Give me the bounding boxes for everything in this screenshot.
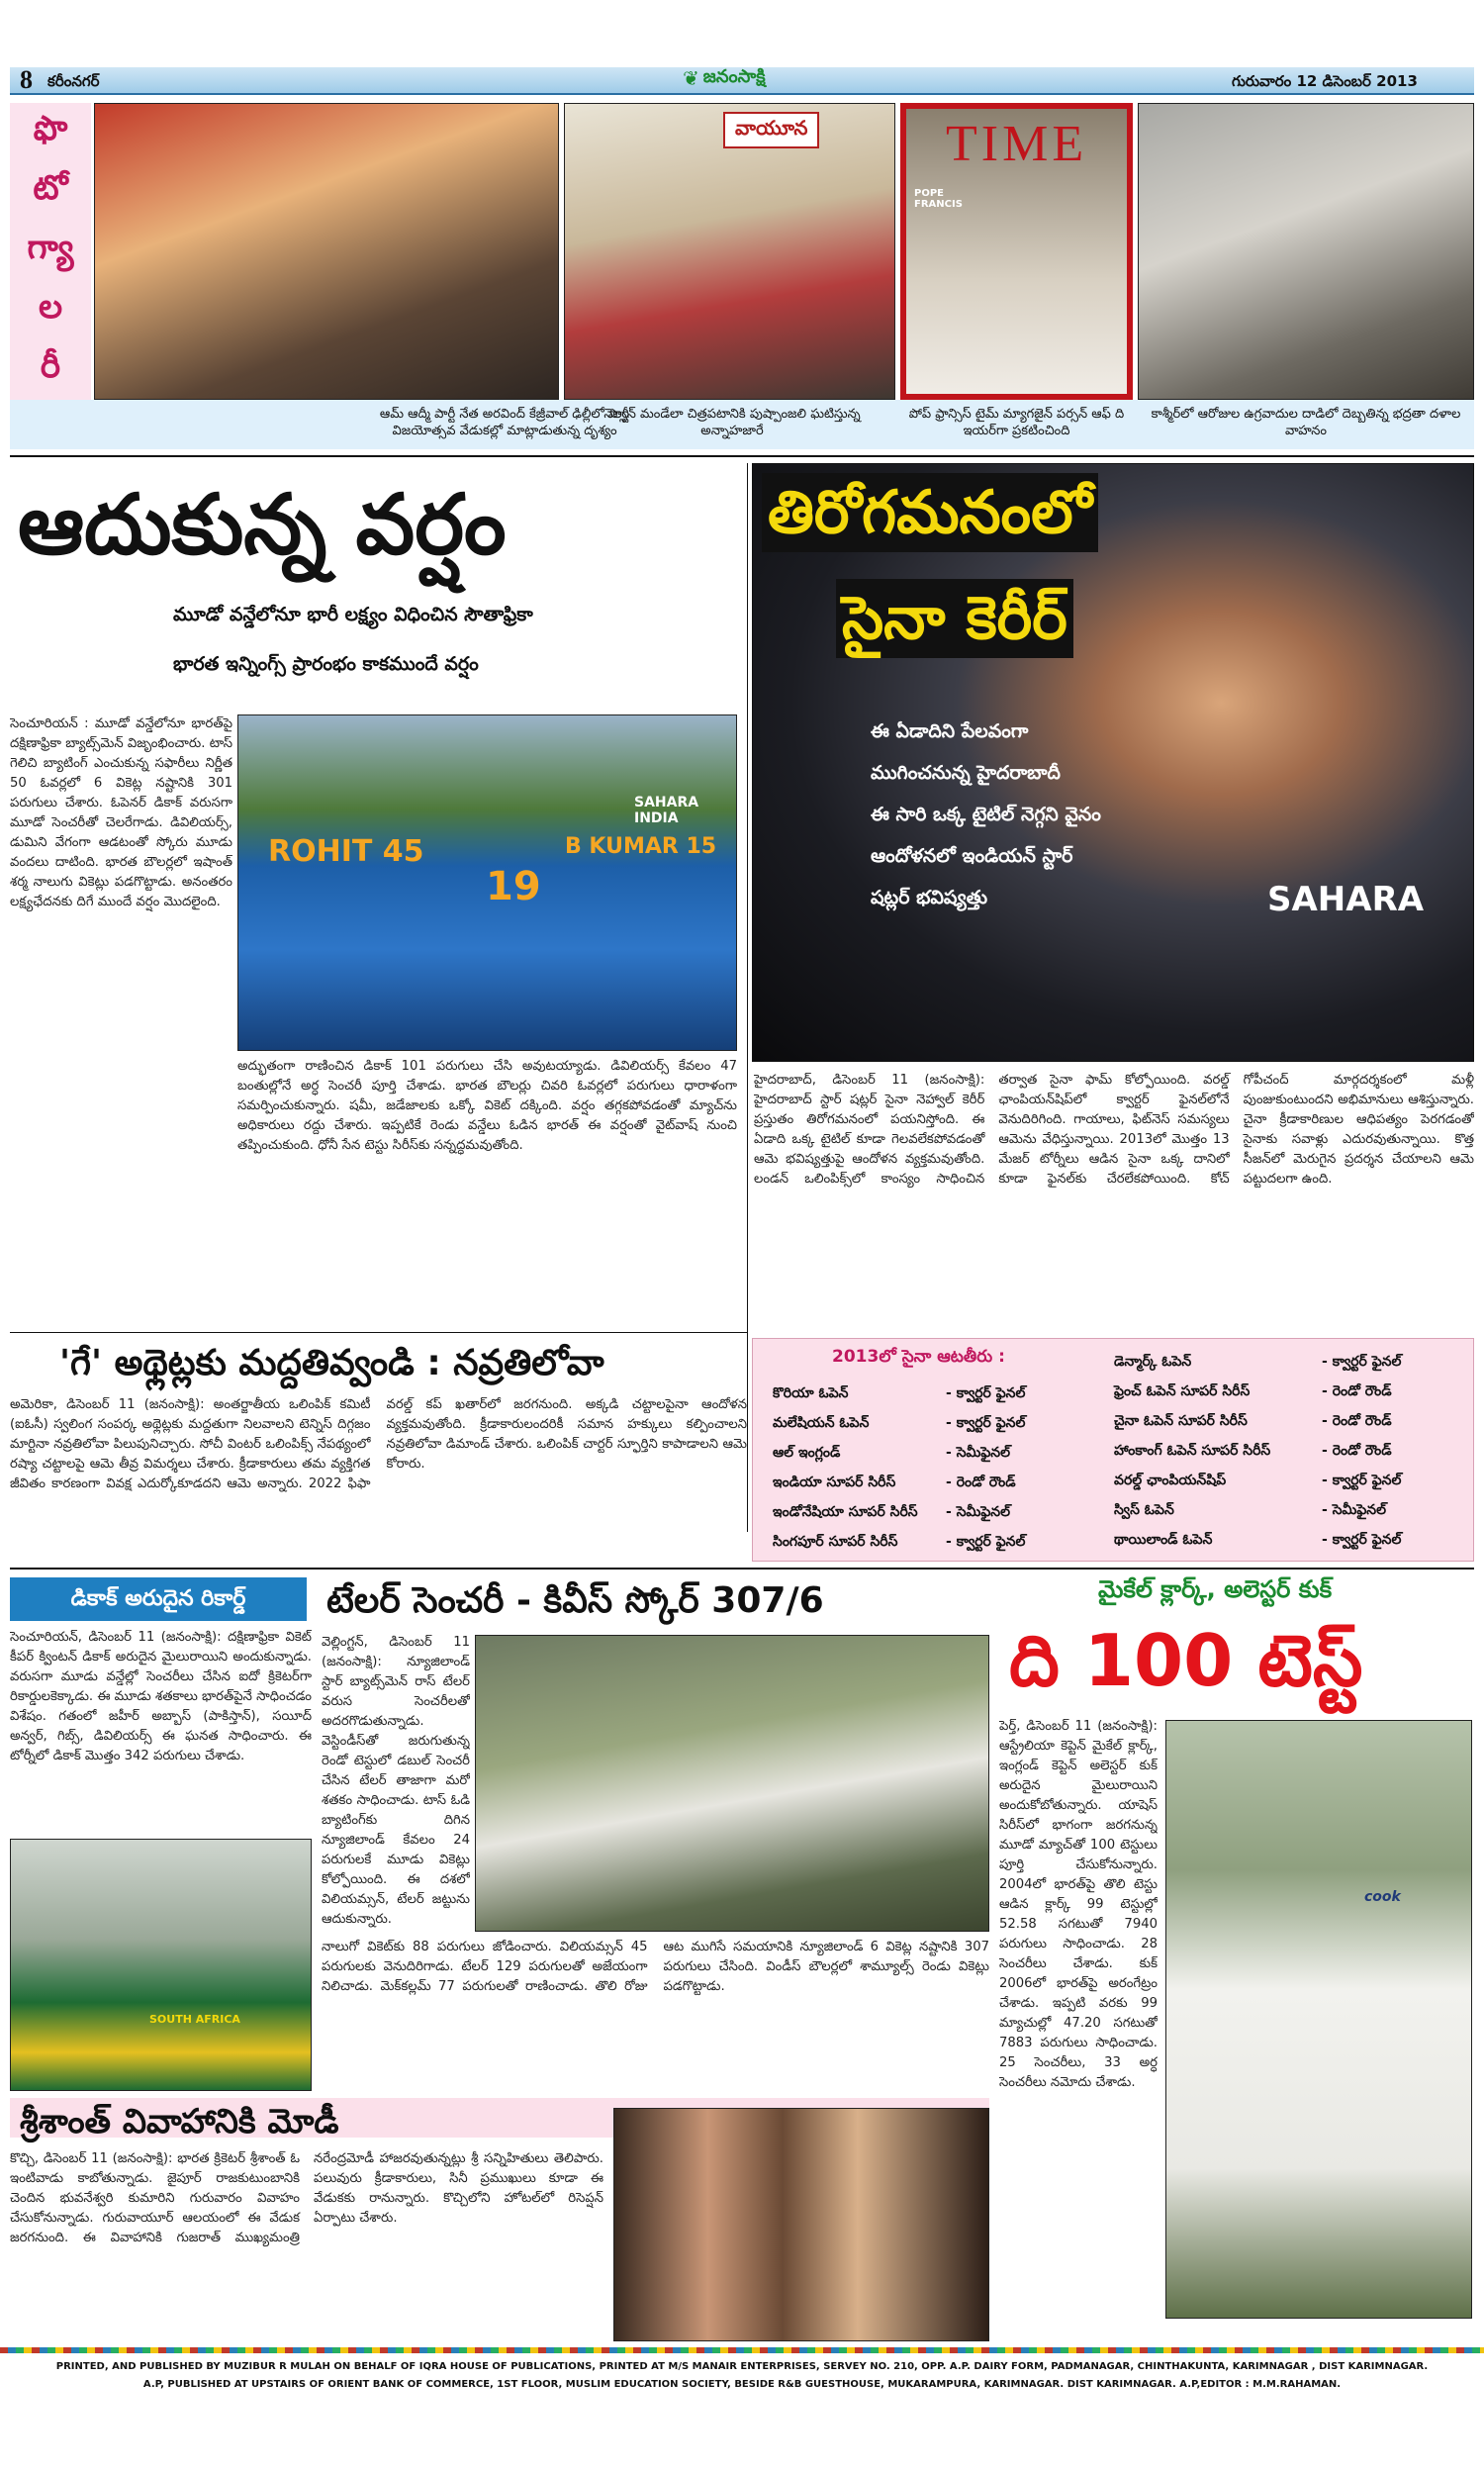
pope-time-cover: TIME POPE FRANCIS — [900, 103, 1133, 400]
hundred-body: పెర్త్, డిసెంబర్ 11 (జనంసాక్షి): ఆస్ట్రేలియా కెప్టెన్ మైకేల్ క్లార్క్, ఇంగ్లండ్ కెప్టెన్ అలెస్టర్ కుక్ అరుదైన మైలురాయిని అందుకోబోతున్నారు. యాషెస్ సిరీస్‌లో భాగంగా జరగనున్న మూడో మ్యాచ్‌తో 100 టెస్టులు పూర్తి చేసుకోనున్నారు. 2004లో భారత్‌పై తొలి టెస్టు ఆడిన క్లార్క్ 99 టెస్టుల్లో 52.58 సగటుతో 7940 పరుగులు సాధించాడు. 28 సెంచరీలు చేశాడు. కుక్ 2006లో భారత్‌పై అరంగేట్రం చేశాడు. ఇప్పటి వరకు 99 మ్యాచుల్లో 47.20 సగటుతో 7883 పరుగులు సాధించాడు. 25 సెంచరీలు, 33 అర్ధ సెంచరీలు నమోదు చేశాడు. — [999, 1719, 1158, 2090]
list-item: ఆల్ ఇంగ్లండ్ - సెమీఫైనల్ — [773, 1445, 1011, 1461]
rain-headline: ఆదుకున్న వర్షం — [18, 476, 507, 573]
results-title: 2013లో సైనా ఆటతీరు : — [832, 1347, 1005, 1367]
kejriwal-photo — [94, 103, 559, 400]
divider — [10, 1332, 747, 1333]
dekock-body: సెంచూరియన్, డిసెంబర్ 11 (జనంసాక్షి): దక్షిణాఫ్రికా వికెట్ కీపర్ క్వింటన్ డికాక్ అరుదైన మైలురాయిని అందుకున్నాడు. వరుసగా మూడు వన్డేల్లో సెంచరీలు చేసిన ఐదో క్రికెటర్‌గా రికార్డులకెక్కాడు. ఈ మూడు శతకాలు భారత్‌పైనే సాధించడం విశేషం. గతంలో జహీర్ అబ్బాస్ (పాకిస్తాన్), సయీద్ అన్వర్, గిబ్స్, డివిలియర్స్ ఈ ఘనత సాధించారు. ఈ టోర్నీలో డికాక్ మొత్తం 342 పరుగులు చేశాడు. — [10, 1630, 312, 1763]
list-item: మలేషియన్ ఓపెన్ - క్వార్టర్ ఫైనల్ — [773, 1415, 1026, 1431]
page-number: 8 — [20, 65, 33, 94]
list-item: చైనా ఓపెన్ సూపర్ సిరీస్ - రెండో రౌండ్ — [1114, 1413, 1392, 1429]
divider — [10, 1568, 1474, 1570]
sreesanth-photo — [613, 2108, 989, 2341]
dekock-headline: డికాక్ అరుదైన రికార్డ్ — [10, 1577, 307, 1621]
saina-body: హైదరాబాద్, డిసెంబర్ 11 (జనంసాక్షి): హైదరాబాద్ స్టార్ షట్లర్ సైనా నెహ్వాల్ కెరీర్ ప్రస్తుతం తిరోగమనంలో పయనిస్తోంది. ఈ ఏడాది ఒక్క టైటిల్ కూడా గెలవలేకపోవడంతో ఆమె భవిష్యత్తుపై ఆందోళన వ్యక్తమవుతోంది. లండన్ ఒలింపిక్స్‌లో కాంస్యం సాధించిన తర్వాత సైనా ఫామ్ కోల్పోయింది. వరల్డ్ ఛాంపియన్‌షిప్‌లో క్వార్టర్ ఫైనల్‌లోనే వెనుదిరిగింది. గాయాలు, ఫిట్‌నెస్ సమస్యలు ఆమెను వేధిస్తున్నాయి. 2013లో మొత్తం 13 మేజర్ టోర్నీలు ఆడిన సైనా ఒక్క దానిలో కూడా ఫైనల్‌కు చేరలేకపోయింది. కోచ్ గోపీచంద్ మార్గదర్శకంలో మళ్లీ పుంజుకుంటుందని అభిమానులు ఆశిస్తున్నారు. చైనా క్రీడాకారిణుల ఆధిపత్యం పెరగడంతో సైనాకు సవాళ్లు ఎదురవుతున్నాయి. కొత్త సీజన్‌లో మెరుగైన ప్రదర్శన చేయాలని ఆమె పట్టుదలగా ఉంది. — [754, 1073, 1474, 1187]
list-item: ఫ్రెంచ్ ఓపెన్ సూపర్ సిరీస్ - రెండో రౌండ్ — [1114, 1383, 1392, 1399]
list-item: ఇండియా సూపర్ సిరీస్ - రెండో రౌండ్ — [773, 1475, 1016, 1490]
logo: ❦ జనంసాక్షి — [683, 65, 766, 90]
india-team-photo: ROHIT 45 19 B KUMAR 15 SAHARA INDIA — [237, 714, 737, 1051]
taylor-body-col2: నాలుగో వికెట్‌కు 88 పరుగులు జోడించారు. విలియమ్సన్ 45 పరుగులకు వెనుదిరిగాడు. టేలర్ 129 పరుగులతో అజేయంగా నిలిచాడు. మెక్‌కల్లమ్ 77 పరుగులతో రాణించాడు. తొలి రోజు ఆట ముగిసే సమయానికి న్యూజిలాండ్ 6 వికెట్ల నష్టానికి 307 పరుగులు చేసింది. విండీస్ బౌలర్లలో శామ్యూల్స్ రెండు వికెట్లు పడగొట్టాడు. — [322, 1940, 989, 1994]
taylor-photo — [475, 1635, 989, 1932]
hundred-kicker: మైకేల్ క్లార్క్, అలెస్టర్ కుక్ — [1098, 1575, 1333, 1603]
taylor-body-col1: వెల్లింగ్టన్, డిసెంబర్ 11 (జనంసాక్షి): న్యూజిలాండ్ స్టార్ బ్యాట్స్‌మెన్ రాస్ టేలర్ వరుస సెంచరీలతో అదరగొడుతున్నాడు. వెస్టిండీస్‌తో జరుగుతున్న రెండో టెస్టులో డబుల్ సెంచరీ చేసిన టేలర్ తాజాగా మరో శతకం సాధించాడు. టాస్ ఓడి బ్యాటింగ్‌కు దిగిన న్యూజిలాండ్ కేవలం 24 పరుగులకే మూడు వికెట్లు కోల్పోయింది. ఈ దశలో విలియమ్సన్, టేలర్ జట్టును ఆదుకున్నారు. — [322, 1635, 470, 1927]
rain-subheadline-1: మూడో వన్డేలోనూ భారీ లక్ష్యం విధించిన సౌతాఫ్రికా — [173, 604, 533, 625]
hazare-photo — [564, 103, 895, 400]
results-left — [773, 1379, 1099, 1557]
caption-pope: పోప్ ఫ్రాన్సిస్ టైమ్ మ్యాగజైన్ పర్సన్ ఆఫ్ ది ఇయర్‌గా ప్రకటించింది — [908, 407, 1125, 438]
list-item: ఇండోనేషియా సూపర్ సిరీస్ - సెమీఫైనల్ — [773, 1504, 1011, 1520]
list-item: సింగపూర్ సూపర్ సిరీస్ - క్వార్టర్ ఫైనల్ — [773, 1534, 1026, 1550]
dekock-photo: SOUTH AFRICA — [10, 1839, 312, 2091]
list-item: కొరియా ఓపెన్ - క్వార్టర్ ఫైనల్ — [773, 1385, 1026, 1401]
saina-results-box — [752, 1338, 1474, 1562]
section-name: కరీంనగర్ — [47, 72, 100, 90]
saina-photo: SAHARA — [752, 463, 1474, 1062]
divider — [747, 463, 748, 1532]
results-right — [1114, 1347, 1470, 1555]
athletes-headline: 'గే' అథ్లెట్లకు మద్దతివ్వండి : నవ్రతిలోవా — [59, 1343, 604, 1383]
cook-photo: cook — [1165, 1720, 1472, 2319]
footer-line-2: A.P, PUBLISHED AT UPSTAIRS OF ORIENT BANK OF COMMERCE, 1ST FLOOR, MUSLIM EDUCATION SOCIETY, BESIDE R&B GUESTHOUSE, MUKARAMPURA, KARIMNAGAR. DIST KARIMNAGAR. A.P,EDITOR : M.M.RAHAMAN. — [142, 2379, 1342, 2390]
taylor-headline: టేలర్ సెంచరీ - కివీస్ స్కోర్ 307/6 — [326, 1580, 824, 1621]
list-item: హాంకాంగ్ ఓపెన్ సూపర్ సిరీస్ - రెండో రౌండ్ — [1114, 1443, 1392, 1459]
hundred-headline: ది 100 టెస్ట్ — [1009, 1619, 1363, 1702]
saina-subheads: ఈ ఏడాదిని పేలవంగా ముగించనున్న హైదరాబాదీ ఈ సారి ఒక్క టైటిల్ నెగ్గని వైనం ఆందోళనలో ఇండియన్ స్టార్ షట్లర్ భవిష్యత్తు — [871, 720, 1101, 908]
footer-line-1: PRINTED, AND PUBLISHED BY MUZIBUR R MULAH ON BEHALF OF IQRA HOUSE OF PUBLICATIONS, PRINTED AT M/S MANAIR ENTERPRISES, SERVEY NO. 210, OPP. A.P. DAIRY FORM, PADMANAGAR, CHINTHAKUNTA, KARIMNAGAR , DIST KARIMNAGAR. — [55, 2361, 1429, 2372]
caption-kashmir: కాశ్మీర్‌లో ఆరోజుల ఉగ్రవాదుల దాడిలో దెబ్బతిన్న భద్రతా దళాల వాహనం — [1151, 407, 1461, 438]
athletes-body: అమెరికా, డిసెంబర్ 11 (జనంసాక్షి): అంతర్జాతీయ ఒలింపిక్ కమిటీ (ఐఓసీ) స్వలింగ సంపర్క అథ్లెట్లకు మద్దతుగా నిలవాలని టెన్నిస్ దిగ్గజం మార్టినా నవ్రతిలోవా పిలుపునిచ్చారు. సోచీ వింటర్ ఒలింపిక్స్ నేపథ్యంలో రష్యా చట్టాలపై ఆమె తీవ్ర విమర్శలు చేశారు. క్రీడాకారులు తమ వ్యక్తిగత జీవితం కారణంగా వివక్ష ఎదుర్కోకూడదని ఆమె అన్నారు. 2022 ఫిఫా వరల్డ్ కప్ ఖతార్‌లో జరగనుంది. అక్కడి చట్టాలపైనా ఆందోళన వ్యక్తమవుతోంది. క్రీడాకారులందరికీ సమాన హక్కులు కల్పించాలని నవ్రతిలోవా డిమాండ్ చేశారు. ఒలింపిక్ చార్టర్ స్ఫూర్తిని కాపాడాలని ఆమె కోరారు. — [10, 1397, 747, 1491]
saina-headline-2: సైనా కెరీర్ — [836, 579, 1073, 658]
divider — [10, 455, 1474, 457]
list-item: స్విస్ ఓపెన్ - సెమీఫైనల్ — [1114, 1502, 1387, 1518]
kashmir-photo — [1138, 103, 1474, 400]
footer-border — [0, 2347, 1484, 2353]
header-date: గురువారం 12 డిసెంబర్ 2013 — [1232, 72, 1418, 90]
rain-body-col1: సెంచూరియన్ : మూడో వన్డేలోనూ భారత్‌పై దక్షిణాఫ్రికా బ్యాట్స్‌మెన్ విజృంభించారు. టాస్ గెలిచి బ్యాటింగ్ ఎంచుకున్న సఫారీలు నిర్ణీత 50 ఓవర్లలో 6 వికెట్ల నష్టానికి 301 పరుగులు చేశారు. ఓపెనర్ డికాక్ వరుసగా మూడో సెంచరీతో చెలరేగాడు. డివిలియర్స్, డుమిని వేగంగా ఆడటంతో స్కోరు మూడు వందలు దాటింది. భారత బౌలర్లలో ఇషాంత్ శర్మ నాలుగు వికెట్లు పడగొట్టాడు. అనంతరం లక్ష్యఛేదనకు దిగే ముందే వర్షం మొదలైంది. — [10, 716, 232, 909]
rain-body-col2: అద్భుతంగా రాణించిన డికాక్ 101 పరుగులు చేసి అవుటయ్యాడు. డివిలియర్స్ కేవలం 47 బంతుల్లోనే అర్ధ సెంచరీ పూర్తి చేశాడు. భారత బౌలర్లు చివరి ఓవర్లలో పరుగులు ధారాళంగా సమర్పించుకున్నారు. షమీ, జడేజాలకు ఒక్కో వికెట్ దక్కింది. వర్షం తగ్గకపోవడంతో మ్యాచ్‌ను అధికారులు రద్దు చేశారు. ఇప్పటికే రెండు వన్డేలు ఓడిన భారత్ ఈ వర్షంతో వైట్‌వాష్ నుంచి తప్పించుకుంది. ధోనీ సేన టెస్టు సిరీస్‌కు సన్నద్ధమవుతోంది. — [237, 1059, 737, 1153]
caption-kejriwal: ఆమ్ ఆద్మీ పార్టీ నేత అరవింద్ కేజ్రీవాల్ ఢిల్లీలో పార్టీ విజయోత్సవ వేడుకల్లో మాట్లాడుతున్న దృశ్యం — [379, 407, 630, 438]
sreesanth-body: కొచ్చి, డిసెంబర్ 11 (జనంసాక్షి): భారత క్రికెటర్ శ్రీశాంత్ ఓ ఇంటివాడు కాబోతున్నాడు. జైపూర్ రాజకుటుంబానికి చెందిన భువనేశ్వరి కుమారిని గురువారం వివాహం చేసుకోనున్నాడు. గురువాయూర్ ఆలయంలో ఈ వేడుక జరగనుంది. ఈ వివాహానికి గుజరాత్ ముఖ్యమంత్రి నరేంద్రమోడీ హాజరవుతున్నట్లు శ్రీ సన్నిహితులు తెలిపారు. పలువురు క్రీడాకారులు, సినీ ప్రముఖులు కూడా ఈ వేడుకకు రానున్నారు. కొచ్చిలోని హోటల్‌లో రిసెప్షన్ ఏర్పాటు చేశారు. — [10, 2151, 603, 2245]
rain-subheadline-2: భారత ఇన్నింగ్స్ ప్రారంభం కాకముందే వర్షం — [173, 653, 479, 675]
banner-text: వాయూన — [723, 112, 819, 148]
saina-headline-1: తిరోగమనంలో — [762, 473, 1098, 552]
list-item: థాయిలాండ్ ఓపెన్ - క్వార్టర్ ఫైనల్ — [1114, 1532, 1402, 1548]
caption-hazare: నెల్సన్ మండేలా చిత్రపటానికి పుష్పాంజలి ఘటిస్తున్న అన్నాహజారే — [603, 407, 861, 438]
logo-icon: ❦ — [683, 66, 699, 90]
sreesanth-headline: శ్రీశాంత్ వివాహానికి మోడీ — [20, 2102, 339, 2141]
list-item: డెన్మార్క్ ఓపెన్ - క్వార్టర్ ఫైనల్ — [1114, 1354, 1402, 1370]
gallery-label: ఫొ టో గ్యా ల రీ — [10, 103, 91, 400]
list-item: వరల్డ్ ఛాంపియన్‌షిప్ - క్వార్టర్ ఫైనల్ — [1114, 1473, 1402, 1488]
